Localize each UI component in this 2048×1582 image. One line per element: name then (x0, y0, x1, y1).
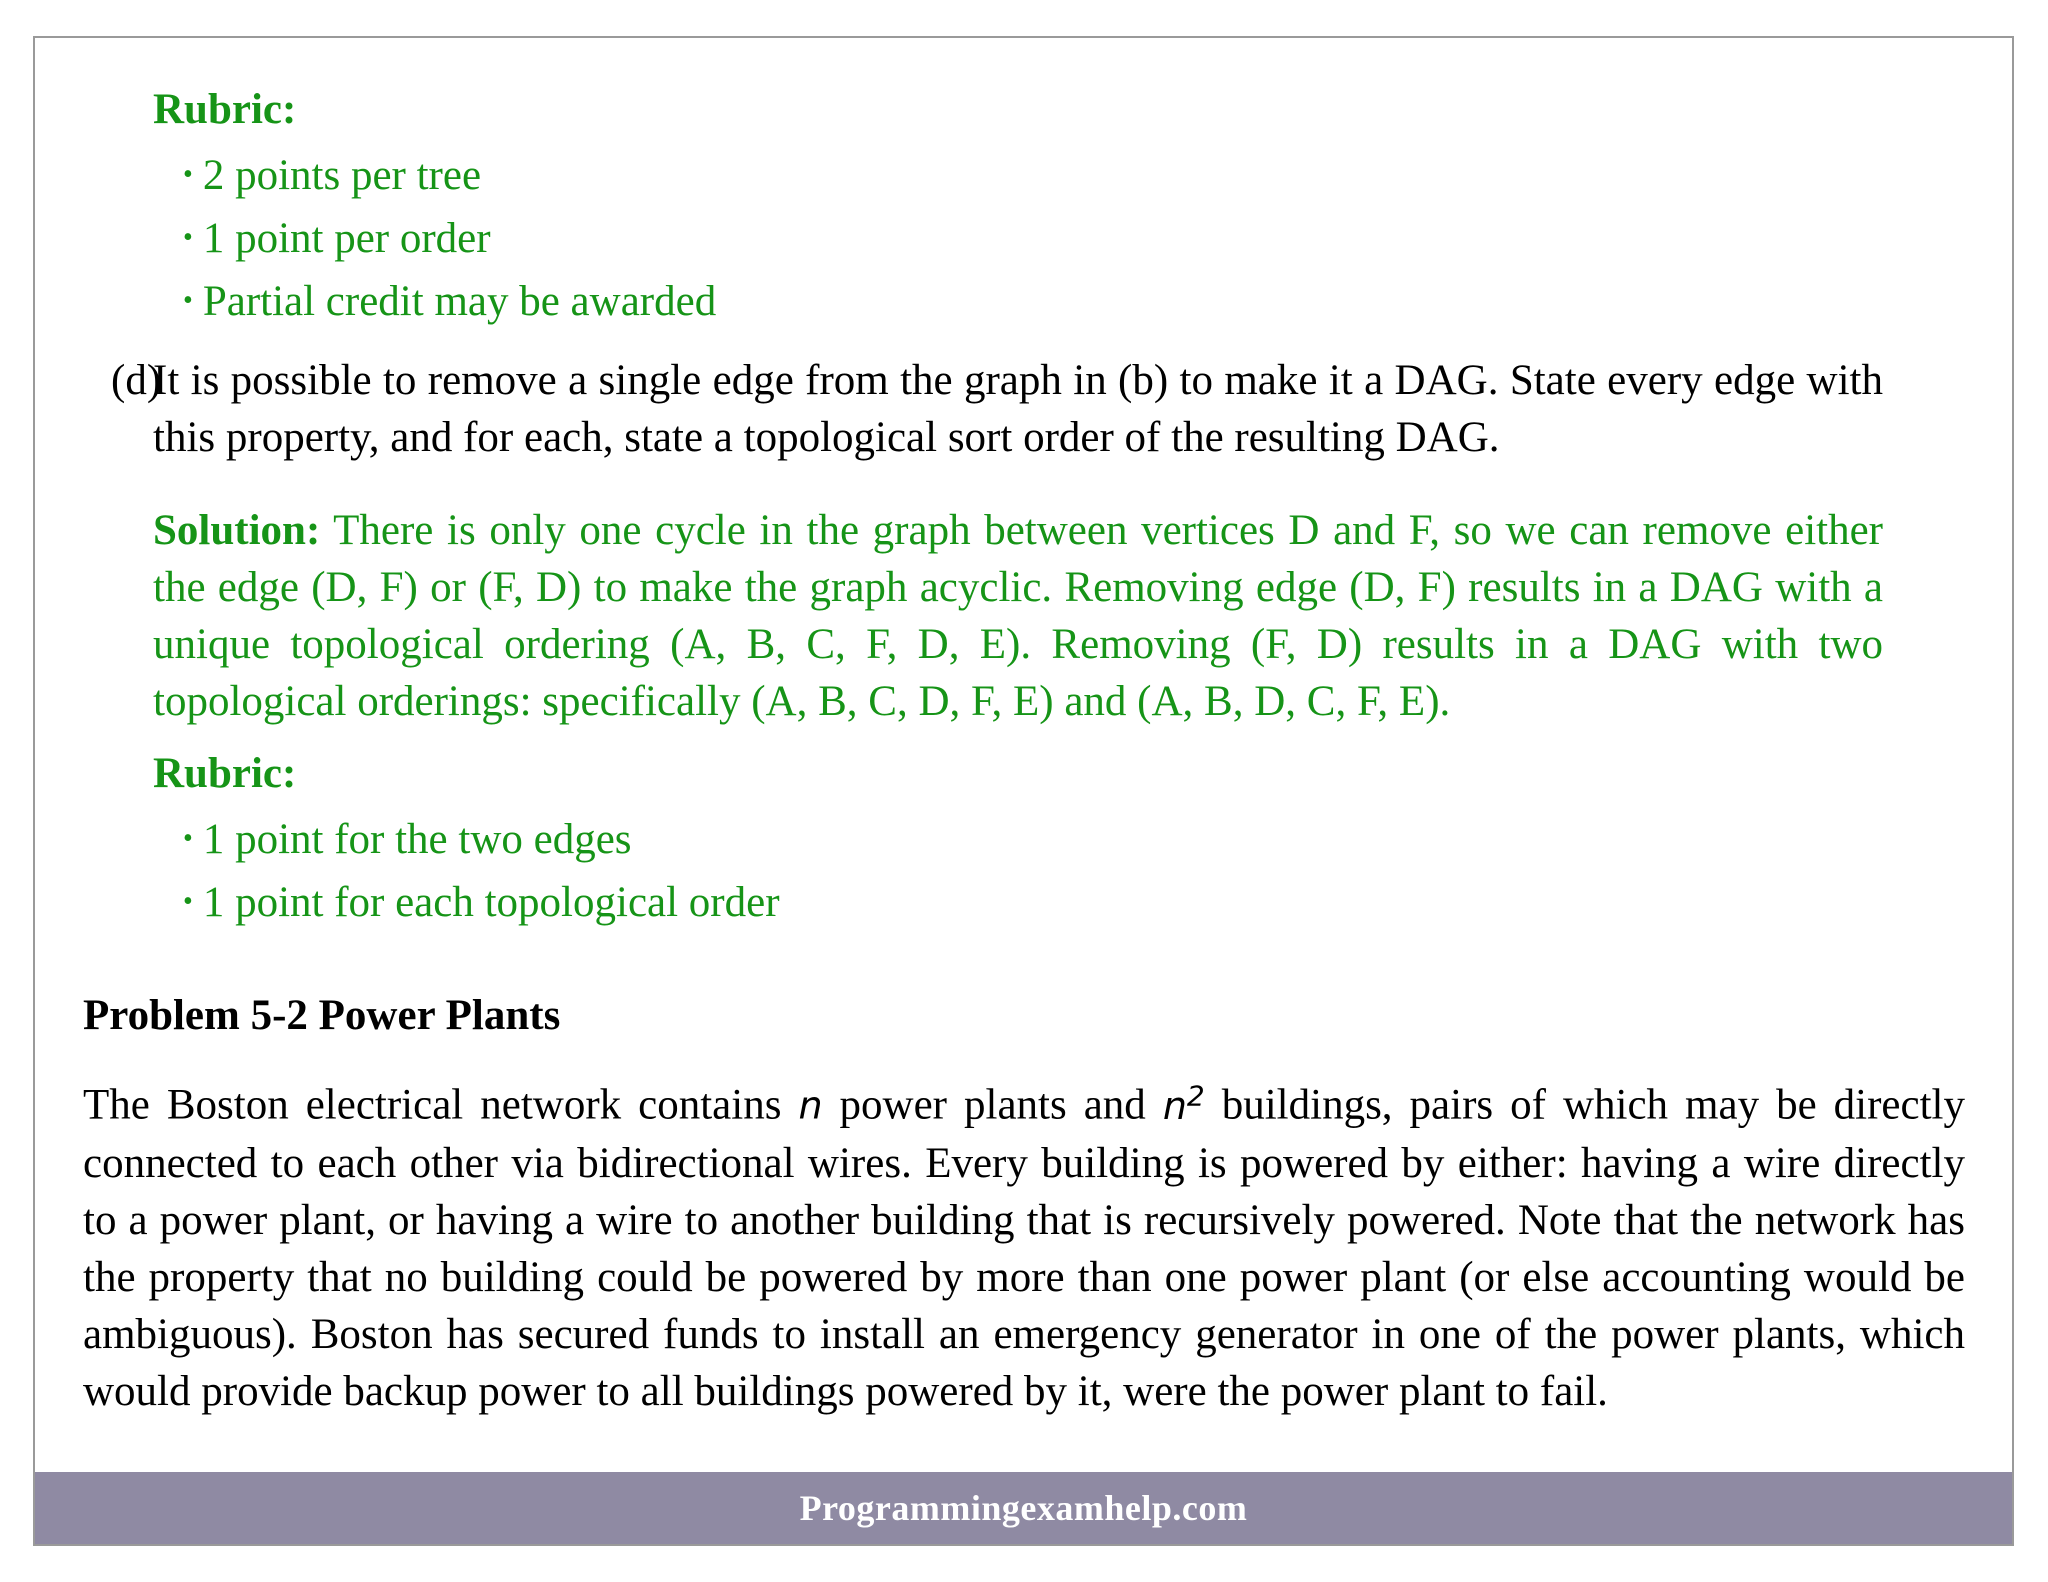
part-d-solution (153, 502, 1883, 730)
bullet-icon: • (183, 222, 193, 253)
slide (33, 36, 2014, 1546)
var-n-squared: $n^2$ (1162, 1079, 1205, 1128)
part-d-label: (d) (111, 357, 162, 404)
problem-body: The Boston electrical network contains n power plants and $n^2$ buildings, pairs of which may be directly connected to each other via bidirectional wires. Every building is powered by either: having a wire directly to a power plant, or having a wire to another building that is recursively powered. Note that the network has the property that no building could be powered by more than one power plant (or else accounting would be ambiguous). Boston has secured funds to install an emergency generator in one of the power plants, which would provide backup power to all buildings powered by it, were the power plant to fail. (83, 1079, 1965, 1415)
rubric-heading-c: Rubric: (153, 86, 297, 133)
var-n: n (798, 1083, 823, 1128)
bullet-icon: • (183, 159, 193, 190)
footer-website: Programmingexamhelp.com (799, 1488, 1248, 1528)
part-d-question (111, 352, 1883, 466)
bullet-icon: • (183, 285, 193, 316)
rubric-c-item-1: • 2 points per tree (183, 152, 482, 199)
bullet-icon: • (183, 823, 193, 854)
rubric-c-item-3: • Partial credit may be awarded (183, 278, 717, 325)
bullet-icon: • (183, 886, 193, 917)
footer-bar (35, 1472, 2012, 1544)
problem-title: Problem 5-2 Power Plants (83, 992, 561, 1039)
part-d-question-text: It is possible to remove a single edge from the graph in (b) to make it a DAG. State every edge with this property, and for each, state a topological sort order of the resulting DAG. (153, 357, 1883, 461)
solution-label: Solution: (153, 507, 321, 554)
solution-text: There is only one cycle in the graph between vertices D and F, so we can remove either the edge (D, F) or (F, D) to make the graph acyclic. Removing edge (D, F) results in a DAG with a unique topological ordering (A, B, C, F, D, E). Removing (F, D) results in a DAG with two topological orderings: specifically (A, B, C, D, F, E) and (A, B, D, C, F, E). (153, 507, 1883, 725)
rubric-heading-d: Rubric: (153, 750, 297, 797)
rubric-d-item-2: • 1 point for each topological order (183, 879, 780, 926)
rubric-c-item-2: • 1 point per order (183, 215, 491, 262)
rubric-d-item-1: • 1 point for the two edges (183, 816, 632, 863)
